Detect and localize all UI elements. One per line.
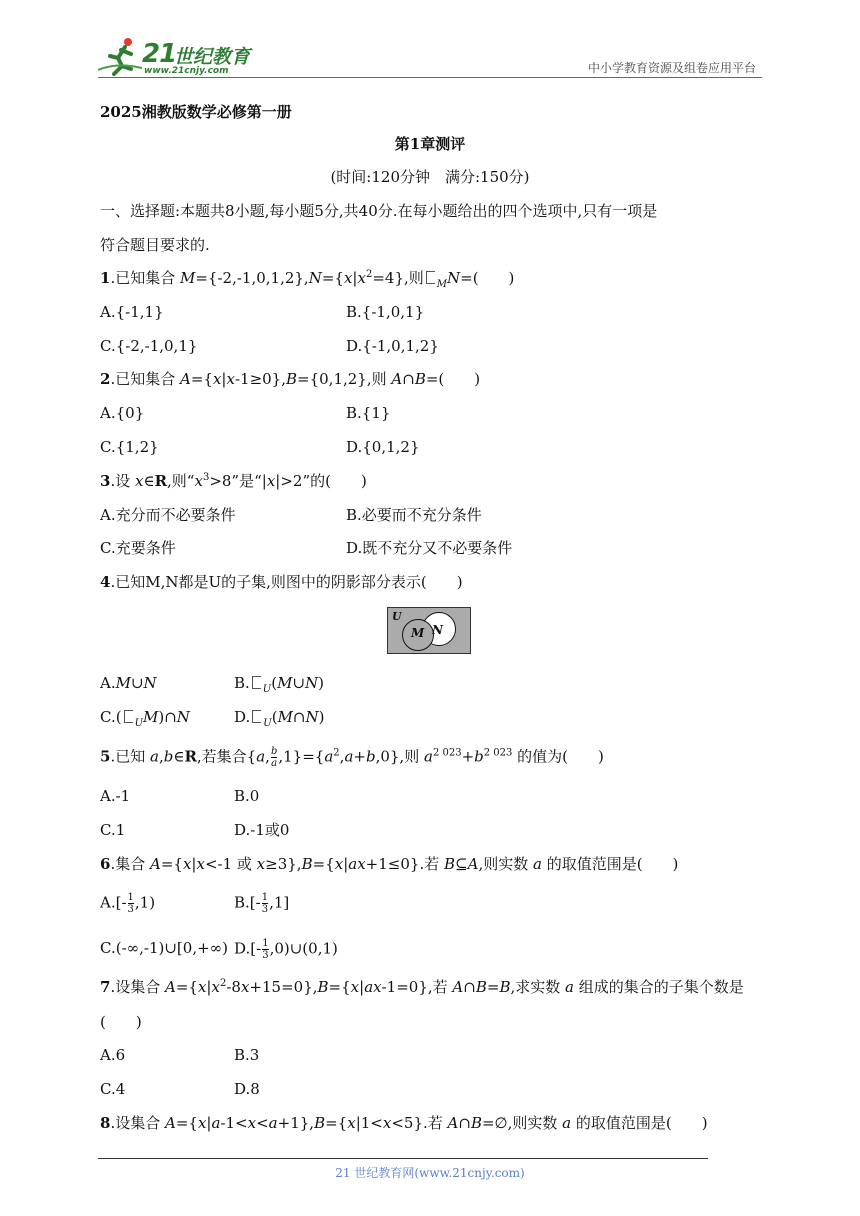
- logo-url: www.21cnjy.com: [144, 66, 229, 76]
- question-number: 4: [100, 573, 111, 591]
- question-8: 8.设集合 A={x|a-1<x<a+1},B={x|1<x<5}.若 A∩B=∅,则实数 a 的取值范围是( ): [100, 1114, 708, 1132]
- question-number: 1: [100, 269, 111, 287]
- q4-option-b[interactable]: B. $_U$(M∪N): [234, 674, 325, 695]
- venn-diagram: [387, 607, 471, 654]
- q2-option-c[interactable]: C.{1,2}: [100, 438, 159, 456]
- question-1: 1.已知集合 $M=\{-2,-1,0,1,2\},N=\{x|x^2=4\}$,则 $_M$N=( ): [100, 269, 515, 290]
- q2-option-b[interactable]: B.{1}: [346, 404, 391, 422]
- question-6: 6.集合 A={x|x<-1 或 x≥3},B={x|ax+1≤0}.若 B⊆A,则实数 a 的取值范围是( ): [100, 855, 679, 873]
- q5-option-d[interactable]: D.-1或0: [234, 821, 290, 839]
- logo-text: 世纪教育: [174, 46, 251, 68]
- question-4: 4.已知M,N都是U的子集,则图中的阴影部分表示( ): [100, 573, 463, 591]
- question-3: 3.设 x∈R,则“$x^3>8$”是“|x|>2”的( ): [100, 472, 367, 490]
- q5-option-a[interactable]: A.-1: [100, 787, 131, 805]
- logo-number: 21: [142, 39, 177, 69]
- q3-option-d[interactable]: D.既不充分又不必要条件: [346, 539, 513, 557]
- q4-option-d[interactable]: D. $_U$(M∩N): [234, 708, 325, 729]
- complement-symbol-icon: [124, 710, 133, 723]
- venn-universal-label: U: [392, 610, 402, 623]
- q5-option-c[interactable]: C.1: [100, 821, 126, 839]
- q5-option-b[interactable]: B.0: [234, 787, 260, 805]
- q3-option-b[interactable]: B.必要而不充分条件: [346, 506, 482, 524]
- venn-label-n: N: [432, 623, 443, 637]
- question-number: 2: [100, 370, 111, 388]
- time-note: (时间:120分钟 满分:150分): [330, 168, 530, 186]
- q4-option-a[interactable]: A.M∪N: [100, 674, 157, 692]
- question-number: 5: [100, 747, 111, 766]
- section-instructions: 一、选择题:本题共8小题,每小题5分,共40分.在每小题给出的四个选项中,只有一项是: [100, 202, 658, 220]
- q1-option-c[interactable]: C.{-2,-1,0,1}: [100, 337, 198, 355]
- section-instructions-cont: 符合题目要求的.: [100, 236, 210, 254]
- q7-option-a[interactable]: A.6: [100, 1046, 126, 1064]
- runner-logo-icon: [98, 36, 142, 76]
- q2-option-a[interactable]: A.{0}: [100, 404, 145, 422]
- q6-option-a[interactable]: A.[- $\frac{1}{3}$ ,1): [100, 892, 156, 915]
- page-title: 第1章测评: [394, 135, 466, 153]
- q6-option-d[interactable]: D.[- $\frac{1}{3}$ ,0)∪(0,1): [234, 938, 338, 961]
- venn-label-m: M: [411, 626, 425, 640]
- q4-option-c[interactable]: C.( $_U$M)∩N: [100, 708, 190, 729]
- footer-link[interactable]: 21 世纪教育网(www.21cnjy.com): [335, 1166, 525, 1180]
- complement-symbol-icon: [252, 676, 261, 689]
- question-number: 6: [100, 855, 111, 873]
- question-7-cont: ( ): [100, 1013, 142, 1031]
- site-logo[interactable]: [98, 36, 258, 76]
- complement-symbol-icon: [252, 710, 261, 723]
- page-header: [98, 36, 762, 78]
- q7-option-d[interactable]: D.8: [234, 1080, 260, 1098]
- q7-option-b[interactable]: B.3: [234, 1046, 260, 1064]
- fraction-b-over-a: $\frac{b}{a}$: [270, 746, 278, 769]
- question-number: 8: [100, 1114, 111, 1132]
- question-5: 5.已知 a,b∈R,若集合{a, $\frac{b}{a}$ $,1\}=\{a^2,a+b,0\}$,则 $a^{2 023}+b^{2 023}$ 的值为( ): [100, 746, 604, 769]
- q1-option-d[interactable]: D.{-1,0,1,2}: [346, 337, 439, 355]
- question-number: 7: [100, 978, 111, 996]
- q3-option-a[interactable]: A.充分而不必要条件: [100, 506, 236, 524]
- series-title: 2025湘教版数学必修第一册: [100, 103, 292, 121]
- question-4-text: 已知M,N都是U的子集,则图中的阴影部分表示( ): [115, 573, 463, 591]
- question-number: 3: [100, 472, 111, 490]
- q3-option-c[interactable]: C.充要条件: [100, 539, 176, 557]
- question-7: 7.设集合 $A=\{x|x^2-8x+15=0\},B=\{x|ax-1=0\}$,若 A∩B=B,求实数 a 组成的集合的子集个数是: [100, 978, 744, 996]
- header-platform-text: 中小学教育资源及组卷应用平台: [587, 61, 756, 75]
- header-divider: [98, 77, 762, 78]
- q2-option-d[interactable]: D.{0,1,2}: [346, 438, 420, 456]
- q1-option-a[interactable]: A.{-1,1}: [100, 303, 164, 321]
- footer-divider: [98, 1158, 708, 1159]
- q1-option-b[interactable]: B.{-1,0,1}: [346, 303, 425, 321]
- q6-option-b[interactable]: B.[- $\frac{1}{3}$ ,1]: [234, 892, 290, 915]
- question-2: 2.已知集合 A={x|x-1≥0},B={0,1,2},则 A∩B=( ): [100, 370, 481, 388]
- q6-option-c[interactable]: C.(-∞,-1)∪[0,+∞): [100, 939, 229, 957]
- q7-option-c[interactable]: C.4: [100, 1080, 126, 1098]
- complement-symbol-icon: [426, 271, 435, 284]
